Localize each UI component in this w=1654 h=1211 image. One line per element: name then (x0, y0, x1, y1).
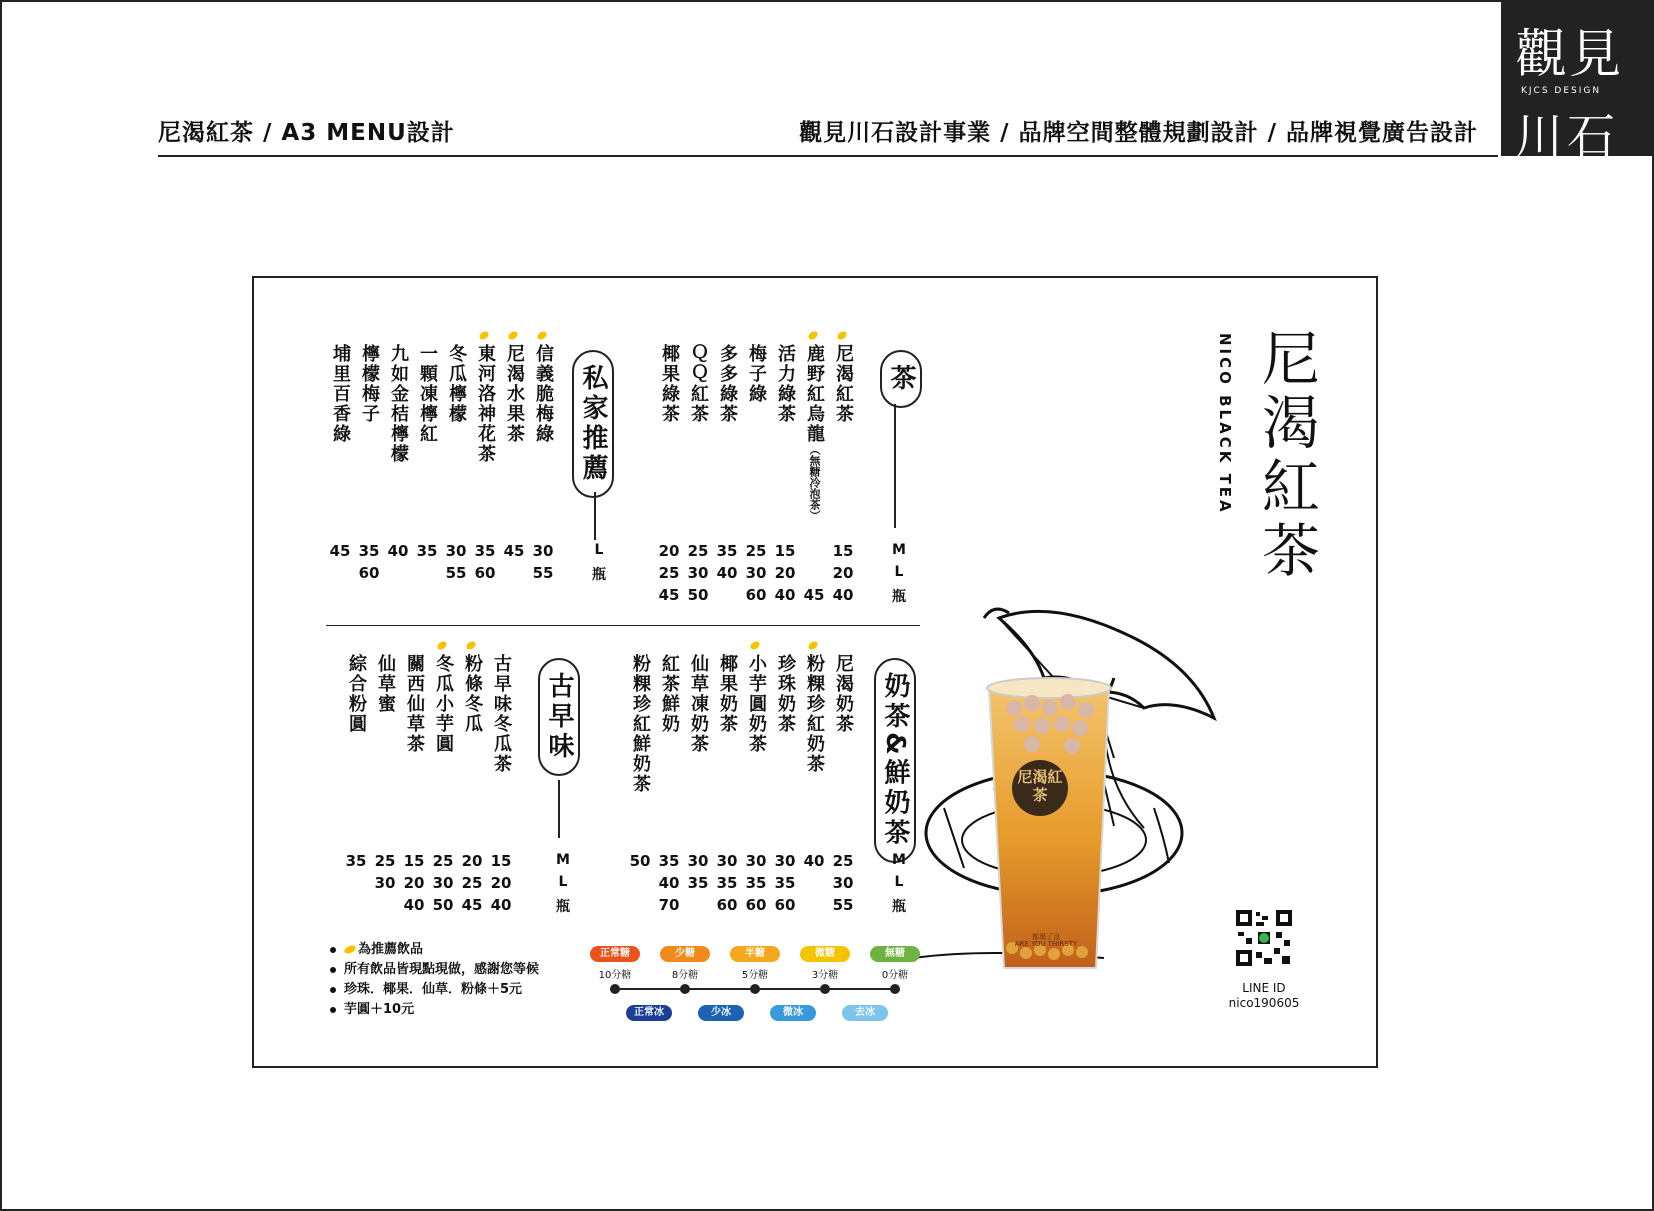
menu-item-name (418, 344, 436, 444)
menu-item-label: 仙草凍奶茶 (688, 654, 709, 754)
menu-item-price: 15 (403, 852, 425, 870)
cup-logo-text: 尼渴紅茶 (1017, 768, 1063, 804)
sugar-level-badge: 無糖 (870, 946, 920, 962)
menu-item-name (534, 344, 552, 444)
recommend-icon (536, 330, 548, 341)
menu-item-note: （無糖冷泡茶） (808, 444, 821, 521)
menu-item-price: 35 (687, 874, 709, 892)
menu-item-price: 60 (358, 564, 380, 582)
menu-item-label: 梅子綠 (746, 344, 767, 404)
brand-title: 尼渴紅茶 (1252, 328, 1320, 584)
menu-item-name (360, 344, 378, 424)
size-label: L (594, 542, 604, 558)
menu-item-price: 30 (716, 852, 738, 870)
recommend-icon (478, 330, 490, 341)
menu-item-price: 45 (329, 542, 351, 560)
size-label: 瓶 (892, 899, 906, 915)
size-label: L (558, 874, 568, 890)
section-private-line (594, 492, 596, 540)
menu-item-price: 15 (832, 542, 854, 560)
menu-item-label: 信義脆梅綠 (533, 344, 554, 444)
menu-item-price: 20 (832, 564, 854, 582)
drink-illustration (904, 578, 1244, 978)
menu-item-price: 20 (490, 874, 512, 892)
menu-item-price: 25 (687, 542, 709, 560)
recommend-icon (807, 330, 819, 341)
header-divider (158, 155, 1498, 157)
menu-item-label: 粉粿珍紅奶茶 (804, 654, 825, 774)
size-label: 瓶 (556, 899, 570, 915)
size-label: 瓶 (592, 567, 606, 583)
menu-item-label: 多多綠茶 (717, 344, 738, 424)
menu-item-name (660, 344, 678, 424)
ice-level-badge: 正常冰 (626, 1005, 672, 1021)
sugar-level-badge: 正常糖 (590, 946, 640, 962)
menu-item-label: 粉條冬瓜 (462, 654, 483, 734)
menu-item-price: 45 (658, 586, 680, 604)
menu-item-label: 活力綠茶 (775, 344, 796, 424)
menu-item-label: 東河洛神花茶 (475, 344, 496, 464)
recommend-icon (807, 640, 819, 651)
menu-item-label: 粉粿珍紅鮮奶茶 (630, 654, 651, 794)
size-label: M (556, 852, 570, 868)
sugar-level-caption: 10分糖 (598, 970, 632, 981)
menu-item-price: 35 (416, 542, 438, 560)
kjcs-logo (1501, 0, 1654, 165)
menu-item-label: 仙草蜜 (375, 654, 396, 714)
menu-item-label: ＱＱ紅茶 (688, 344, 709, 424)
menu-item-price: 40 (658, 874, 680, 892)
sugar-level-caption: 0分糖 (881, 970, 909, 981)
menu-item-name (660, 654, 678, 734)
sugar-level-caption: 3分糖 (811, 970, 839, 981)
menu-item-name (347, 654, 365, 734)
menu-item-name (776, 654, 794, 734)
menu-item-price: 50 (432, 896, 454, 914)
cup-tag-cn: 都渴了沒 (1032, 933, 1060, 941)
size-label: M (892, 852, 906, 868)
menu-item-price: 40 (803, 852, 825, 870)
line-id-label: LINE ID (1242, 981, 1286, 995)
menu-item-price: 40 (774, 586, 796, 604)
menu-item-price: 45 (461, 896, 483, 914)
note-2: 所有飲品皆現點現做，感謝您等候 (328, 960, 539, 980)
ice-level-badge: 微冰 (770, 1005, 816, 1021)
menu-item-price: 30 (532, 542, 554, 560)
section-tea-title: 茶 (880, 350, 922, 408)
menu-item-label: 尼渴水果茶 (504, 344, 525, 444)
menu-item-label: 尼渴紅茶 (833, 344, 854, 424)
menu-item-label: 冬瓜檸檬 (446, 344, 467, 424)
menu-item-price: 30 (745, 852, 767, 870)
menu-item-name (805, 344, 823, 521)
size-label: 瓶 (892, 589, 906, 605)
menu-item-label: 古早味冬瓜茶 (491, 654, 512, 774)
menu-item-price: 30 (432, 874, 454, 892)
menu-item-name (492, 654, 510, 774)
brand-subtitle: NICO BLACK TEA (1216, 333, 1234, 515)
menu-item-label: 珍珠奶茶 (775, 654, 796, 734)
menu-item-name (834, 654, 852, 734)
size-label: L (894, 564, 904, 580)
menu-item-price: 60 (745, 896, 767, 914)
menu-item-name (389, 344, 407, 464)
menu-item-price: 55 (832, 896, 854, 914)
menu-item-price: 30 (687, 564, 709, 582)
menu-item-price: 20 (461, 852, 483, 870)
logo-line1: 觀見 (1515, 25, 1624, 85)
menu-item-price: 20 (403, 874, 425, 892)
menu-item-label: 紅茶鮮奶 (659, 654, 680, 734)
menu-item-name (718, 654, 736, 734)
section-private-title: 私家推薦 (572, 350, 614, 498)
menu-item-price: 45 (803, 586, 825, 604)
section-oldtime-line (558, 780, 560, 838)
header-left-title: 尼渴紅茶 / A3 MENU設計 (158, 120, 455, 146)
menu-item-price: 50 (629, 852, 651, 870)
menu-item-price: 60 (745, 586, 767, 604)
sugar-level-badge: 微糖 (800, 946, 850, 962)
line-id-block (1214, 981, 1314, 1011)
menu-item-price: 15 (774, 542, 796, 560)
menu-item-price: 35 (745, 874, 767, 892)
section-milk-title: 奶茶&鮮奶茶 (874, 658, 916, 863)
menu-item-price: 45 (503, 542, 525, 560)
menu-item-name (463, 654, 481, 734)
menu-item-name (747, 344, 765, 404)
menu-item-name (718, 344, 736, 424)
menu-item-label: 小芋圓奶茶 (746, 654, 767, 754)
logo-line2: 川石 (1515, 109, 1620, 165)
menu-item-name (405, 654, 423, 754)
sweetness-scale-line (610, 988, 894, 990)
menu-item-label: 椰果綠茶 (659, 344, 680, 424)
menu-item-price: 25 (461, 874, 483, 892)
menu-item-price: 40 (716, 564, 738, 582)
menu-item-label: 埔里百香綠 (330, 344, 351, 444)
menu-item-price: 30 (745, 564, 767, 582)
section-tea-line (894, 404, 896, 528)
menu-item-name (331, 344, 349, 444)
menu-item-price: 20 (658, 542, 680, 560)
menu-item-name (631, 654, 649, 794)
menu-item-price: 55 (532, 564, 554, 582)
menu-item-name (434, 654, 452, 754)
note-4: 芋圓＋10元 (328, 1000, 539, 1020)
menu-item-price: 35 (774, 874, 796, 892)
menu-item-price: 70 (658, 896, 680, 914)
menu-item-price: 35 (716, 874, 738, 892)
menu-item-price: 40 (403, 896, 425, 914)
menu-item-label: 綜合粉圓 (346, 654, 367, 734)
qr-code-icon (1234, 908, 1294, 968)
note-1: 為推薦飲品 (328, 940, 539, 960)
menu-item-price: 55 (445, 564, 467, 582)
menu-item-price: 40 (832, 586, 854, 604)
line-id-value: nico190605 (1228, 996, 1300, 1010)
cup-icon (989, 688, 1109, 968)
menu-item-name (834, 344, 852, 424)
menu-item-price: 30 (445, 542, 467, 560)
menu-item-price: 50 (687, 586, 709, 604)
ice-level-badge: 去冰 (842, 1005, 888, 1021)
menu-item-price: 25 (432, 852, 454, 870)
menu-item-price: 60 (474, 564, 496, 582)
menu-item-price: 60 (774, 896, 796, 914)
menu-item-label: 九如金桔檸檬 (388, 344, 409, 464)
section-oldtime-title: 古早味 (538, 658, 580, 776)
menu-item-price: 35 (716, 542, 738, 560)
menu-item-price: 35 (658, 852, 680, 870)
header-right-title: 觀見川石設計事業 / 品牌空間整體規劃設計 / 品牌視覺廣告設計 (799, 120, 1478, 146)
recommend-icon (836, 330, 848, 341)
sugar-level-badge: 少糖 (660, 946, 710, 962)
menu-item-price: 40 (490, 896, 512, 914)
menu-item-price: 30 (774, 852, 796, 870)
menu-item-label: 檸檬梅子 (359, 344, 380, 424)
sugar-level-caption: 5分糖 (741, 970, 769, 981)
recommend-icon (436, 640, 448, 651)
menu-item-name (689, 654, 707, 754)
menu-item-price: 25 (745, 542, 767, 560)
note-3: 珍珠．椰果．仙草．粉條＋5元 (328, 980, 539, 1000)
menu-item-name (447, 344, 465, 424)
recommend-icon (343, 944, 357, 955)
menu-item-label: 關西仙草茶 (404, 654, 425, 754)
sugar-level-badge: 半糖 (730, 946, 780, 962)
menu-item-name (476, 344, 494, 464)
menu-item-price: 40 (387, 542, 409, 560)
menu-item-price: 60 (716, 896, 738, 914)
recommend-icon (465, 640, 477, 651)
menu-item-name (805, 654, 823, 774)
menu-item-label: 椰果奶茶 (717, 654, 738, 734)
notes-list (328, 940, 539, 1020)
recommend-icon (749, 640, 761, 651)
menu-item-label: 尼渴奶茶 (833, 654, 854, 734)
menu-item-price: 25 (374, 852, 396, 870)
cup-tag-en: ARE YOU THIRSTY (1014, 940, 1078, 948)
menu-item-price: 25 (658, 564, 680, 582)
menu-item-price: 30 (374, 874, 396, 892)
menu-item-price: 30 (832, 874, 854, 892)
menu-item-price: 35 (474, 542, 496, 560)
menu-item-price: 25 (832, 852, 854, 870)
ice-level-badge: 少冰 (698, 1005, 744, 1021)
menu-item-price: 15 (490, 852, 512, 870)
sugar-level-caption: 8分糖 (671, 970, 699, 981)
menu-item-label: 鹿野紅烏龍 (804, 344, 825, 444)
menu-item-price: 20 (774, 564, 796, 582)
menu-board (252, 276, 1378, 1068)
menu-item-name (505, 344, 523, 444)
menu-item-label: 冬瓜小芋圓 (433, 654, 454, 754)
menu-item-label: 一顆凍檸紅 (417, 344, 438, 444)
recommend-icon (507, 330, 519, 341)
menu-item-name (689, 344, 707, 424)
section-divider (326, 625, 920, 626)
menu-item-name (747, 654, 765, 754)
logo-en: KJCS DESIGN (1521, 86, 1602, 96)
menu-item-price: 35 (358, 542, 380, 560)
menu-item-price: 35 (345, 852, 367, 870)
menu-item-name (376, 654, 394, 714)
size-label: L (894, 874, 904, 890)
menu-item-name (776, 344, 794, 424)
menu-item-price: 30 (687, 852, 709, 870)
size-label: M (892, 542, 906, 558)
